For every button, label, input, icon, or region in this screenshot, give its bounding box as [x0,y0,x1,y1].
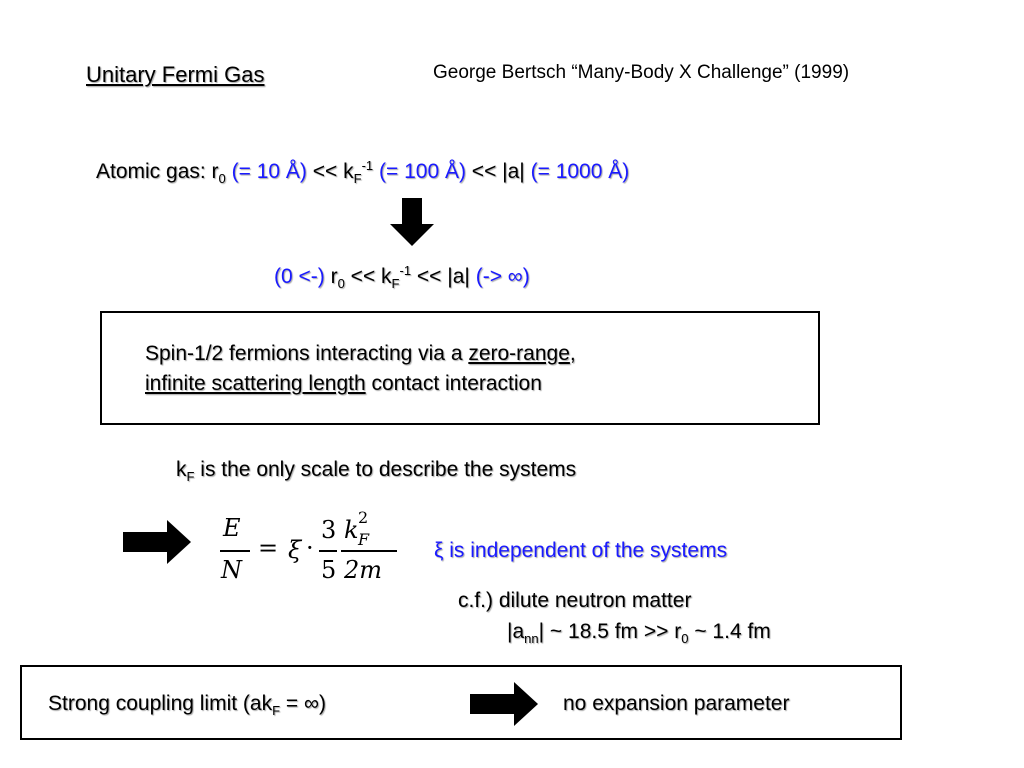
neutron-line-1: c.f.) dilute neutron matter [458,589,692,612]
eq-xi: ξ [288,536,302,564]
r0-sub: 0 [218,171,226,187]
eq-three: 3 [321,516,337,544]
limit-a: << |a| [411,265,470,288]
limit-r: r [324,265,338,288]
scale-k: k [176,458,187,481]
scale-k-sub: F [186,469,195,485]
eq-equals: = [258,534,279,562]
xi-note: ξ is independent of the systems [434,539,728,562]
eq-energy: E [223,514,241,542]
definition-line-2 [145,372,542,396]
eq-number: N [221,556,242,584]
definition-comma: , [569,342,576,365]
coupling-sub: F [272,703,281,719]
scale-text: is the only scale to describe the systems [194,458,577,481]
atomic-gas-line [96,158,630,187]
ann-sub: nn [524,631,539,647]
eq-k: k [344,516,359,544]
kf-sub: F [353,171,362,187]
r0-value: (= 10 Å) [225,160,307,183]
atomic-prefix: Atomic gas: r [96,160,219,183]
citation: George Bertsch “Many-Body X Challenge” (1999) [433,62,850,83]
coupling-value: = ∞) [280,692,326,715]
right-arrow-icon [470,682,538,726]
definition-text-a: Spin-1/2 fermions interacting via a [145,342,469,365]
slide-title: Unitary Fermi Gas [86,62,265,87]
definition-box [100,311,820,425]
definition-text-b: contact interaction [365,372,542,395]
limit-r-sub: 0 [337,276,345,292]
a-label: << |a| [465,160,525,183]
eq-k-sup: 2 [358,508,369,527]
down-arrow-icon [388,198,436,248]
limit-lead: (0 <-) [274,265,325,288]
coupling-label: Strong coupling limit (ak [48,692,273,715]
right-arrow-icon [123,520,191,564]
strong-coupling-text [48,692,326,719]
eq-dot: · [306,534,314,562]
ann-label: |a [507,620,525,643]
limit-kf-sup: -1 [399,263,412,278]
neutron-line-2 [507,620,771,647]
limit-kf: << k [344,265,392,288]
r0-sub-neutron: 0 [681,631,689,647]
r0-value-neutron: ~ 1.4 fm [688,620,771,643]
kf-sup: -1 [361,158,374,173]
scale-line [176,458,577,485]
energy-equation [218,508,408,592]
definition-line-1 [145,342,576,366]
zero-range-term: zero-range [468,342,570,365]
eq-mass: 2m [344,556,383,584]
eq-frac-bar-2 [319,550,337,552]
eq-k-sub: F [358,530,370,549]
eq-frac-bar-3 [341,550,397,552]
eq-five: 5 [321,556,337,584]
limit-end: (-> ∞) [469,265,530,288]
a-value: (= 1000 Å) [524,160,630,183]
kf-value: (= 100 Å) [373,160,466,183]
limit-kf-sub: F [391,276,400,292]
kf-label: << k [306,160,354,183]
ann-value: | ~ 18.5 fm >> r [538,620,682,643]
scattering-length-term: infinite scattering length [145,372,366,395]
limit-line [274,263,530,292]
no-expansion-text: no expansion parameter [563,692,790,715]
eq-frac-bar-1 [220,550,250,552]
